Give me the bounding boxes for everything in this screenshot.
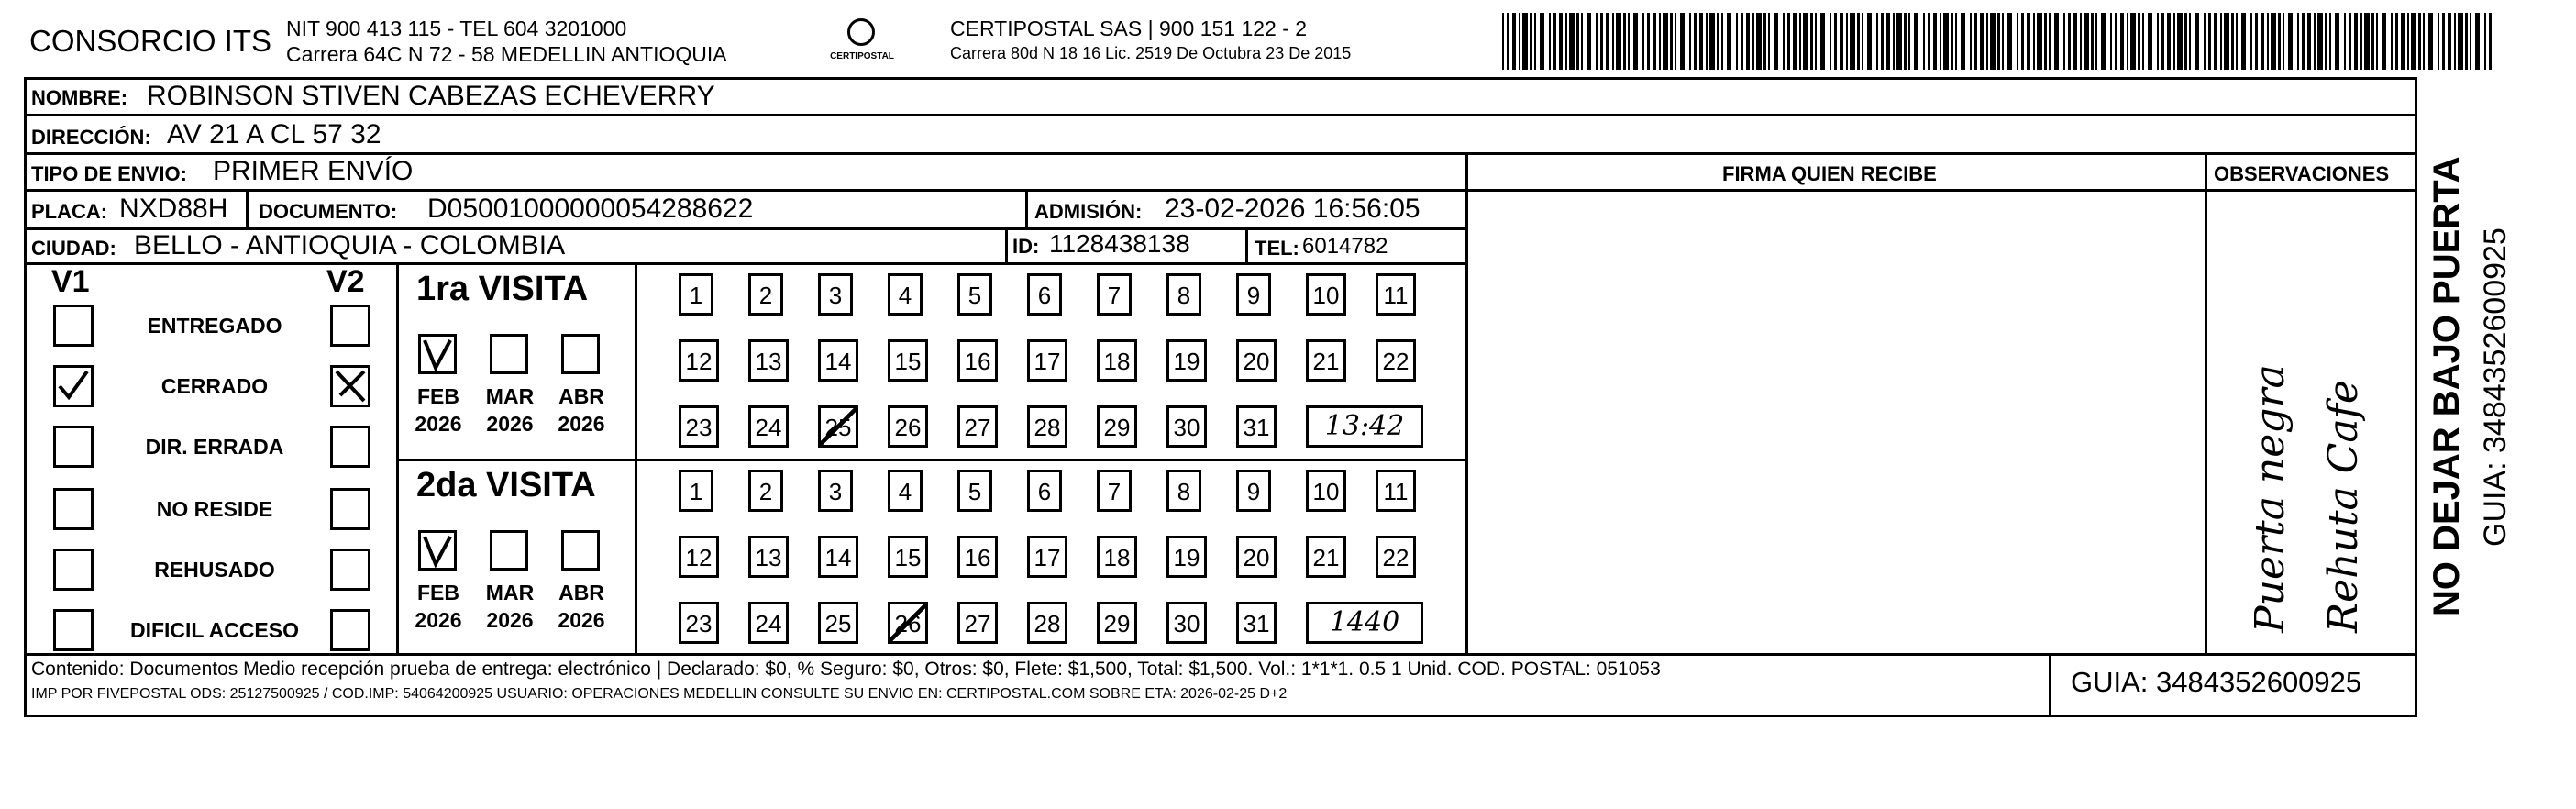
day-box[interactable]: 4: [888, 273, 923, 316]
v2-checkbox[interactable]: [330, 549, 370, 591]
day-box[interactable]: 24: [748, 405, 789, 448]
day-box[interactable]: 28: [1027, 602, 1067, 644]
v2-checkbox[interactable]: [330, 488, 370, 530]
placa-value: NXD88H: [119, 194, 228, 224]
status-label: REHUSADO: [154, 558, 275, 582]
barcode: [1502, 13, 2494, 70]
day-box[interactable]: 7: [1097, 470, 1132, 512]
day-box[interactable]: 9: [1236, 273, 1271, 316]
day-box[interactable]: 13: [748, 339, 789, 382]
day-box[interactable]: 31: [1236, 602, 1277, 644]
company-nit: NIT 900 413 115 - TEL 604 3201000: [286, 17, 627, 40]
day-box[interactable]: 8: [1166, 273, 1201, 316]
id-value: 1128438138: [1049, 229, 1190, 258]
year-label: 2026: [558, 412, 605, 436]
day-box[interactable]: 30: [1166, 405, 1207, 448]
company-name: CONSORCIO ITS: [29, 24, 272, 58]
day-box[interactable]: 25: [818, 602, 858, 644]
tel-value: 6014782: [1302, 234, 1388, 259]
day-box[interactable]: 14: [818, 339, 858, 382]
year-label: 2026: [415, 412, 462, 436]
year-label: 2026: [558, 608, 605, 632]
v2-checkbox[interactable]: [330, 426, 370, 468]
day-box[interactable]: 12: [679, 536, 719, 578]
ciudad-value: BELLO - ANTIOQUIA - COLOMBIA: [134, 230, 566, 260]
observaciones-note-2: Rehuta Cafe: [2320, 380, 2367, 633]
day-box[interactable]: 5: [957, 273, 992, 316]
day-box[interactable]: 1: [679, 273, 713, 316]
day-box[interactable]: 18: [1097, 536, 1137, 578]
day-box[interactable]: 15: [888, 536, 928, 578]
day-box[interactable]: 6: [1027, 470, 1062, 512]
day-box[interactable]: 22: [1376, 536, 1416, 578]
footer-imp: IMP POR FIVEPOSTAL ODS: 25127500925 / COD.IMP: 54064200925 USUARIO: OPERACIONES MEDELLIN CONSULTE SU ENVIO EN: CERTIPOSTAL.COM SOBRE ETA: 2026-02-25 D+2: [31, 686, 1288, 702]
day-box[interactable]: 7: [1097, 273, 1132, 316]
day-box[interactable]: 11: [1376, 470, 1416, 512]
status-label: CERRADO: [160, 374, 269, 398]
status-label: DIFICIL ACCESO: [129, 618, 299, 642]
month-label: MAR: [485, 384, 535, 408]
day-box[interactable]: 30: [1166, 602, 1207, 644]
day-box[interactable]: 4: [888, 470, 923, 512]
day-box[interactable]: 29: [1097, 602, 1137, 644]
check-mark-icon: [56, 368, 91, 404]
side-warning: NO DEJAR BAJO PUERTA: [2427, 156, 2467, 616]
day-box[interactable]: 17: [1027, 536, 1067, 578]
v2-header: V2: [326, 264, 365, 299]
barcode-icon: [1502, 13, 2494, 70]
cross-mark-icon: [333, 368, 368, 404]
month-checkbox[interactable]: [418, 530, 457, 571]
day-box[interactable]: 3: [818, 273, 853, 316]
day-box[interactable]: 23: [679, 405, 719, 448]
month-checkbox[interactable]: [418, 334, 457, 374]
v2-checkbox[interactable]: [330, 365, 370, 407]
v1-header: V1: [51, 264, 90, 299]
id-label: ID:: [1012, 235, 1040, 258]
footer-guia: GUIA: 3484352600925: [2071, 666, 2362, 698]
month-label: ABR: [558, 581, 604, 604]
year-label: 2026: [486, 608, 534, 632]
nombre-label: NOMBRE:: [31, 86, 128, 109]
day-box[interactable]: 5: [957, 470, 992, 512]
year-label: 2026: [486, 412, 534, 436]
v1-checkbox[interactable]: [53, 426, 94, 468]
day-box[interactable]: 19: [1166, 536, 1207, 578]
day-box[interactable]: 10: [1306, 273, 1346, 316]
day-box[interactable]: 27: [957, 602, 998, 644]
v1-checkbox[interactable]: [53, 549, 94, 591]
day-box[interactable]: 16: [957, 536, 998, 578]
day-box[interactable]: 10: [1306, 470, 1346, 512]
year-label: 2026: [415, 608, 462, 632]
day-box-marked[interactable]: 25: [818, 405, 858, 448]
v1-checkbox[interactable]: [53, 365, 94, 407]
day-box[interactable]: 14: [818, 536, 858, 578]
day-box[interactable]: 12: [679, 339, 719, 382]
visit-time-box[interactable]: 1440: [1306, 602, 1423, 644]
v2-checkbox[interactable]: [330, 305, 370, 347]
day-box[interactable]: 9: [1236, 470, 1271, 512]
v1-checkbox[interactable]: [53, 305, 94, 347]
day-box[interactable]: 26: [888, 405, 928, 448]
month-label: FEB: [417, 581, 459, 604]
certipostal-info: CERTIPOSTAL SAS | 900 151 122 - 2: [950, 17, 1308, 40]
day-box[interactable]: 3: [818, 470, 853, 512]
day-box[interactable]: 17: [1027, 339, 1067, 382]
month-checkbox[interactable]: [490, 334, 528, 374]
day-box[interactable]: 6: [1027, 273, 1062, 316]
observaciones-label: OBSERVACIONES: [2214, 162, 2390, 185]
visit-title: 1ra VISITA: [416, 270, 589, 308]
observaciones-note-1: Puerta negra: [2247, 364, 2294, 633]
logo-icon: [847, 18, 875, 46]
documento-label: DOCUMENTO:: [259, 200, 398, 223]
firma-label: FIRMA QUIEN RECIBE: [1722, 162, 1937, 185]
company-address: Carrera 64C N 72 - 58 MEDELLIN ANTIOQUIA: [286, 42, 727, 66]
direccion-value: AV 21 A CL 57 32: [167, 119, 381, 150]
status-label: NO RESIDE: [156, 497, 273, 521]
day-box[interactable]: 27: [957, 405, 998, 448]
day-box[interactable]: 22: [1376, 339, 1416, 382]
month-label: ABR: [558, 384, 604, 408]
status-label: ENTREGADO: [147, 314, 282, 338]
visit-time-box[interactable]: 13:42: [1306, 405, 1423, 448]
month-checkbox[interactable]: [561, 334, 600, 374]
nombre-value: ROBINSON STIVEN CABEZAS ECHEVERRY: [147, 81, 715, 111]
day-box[interactable]: 21: [1306, 536, 1346, 578]
v1-checkbox[interactable]: [53, 488, 94, 530]
documento-value: D05001000000054288622: [427, 194, 754, 224]
day-box[interactable]: 28: [1027, 405, 1067, 448]
footer-contenido: Contenido: Documentos Medio recepción prueba de entrega: electrónico | Declarado: $0, % Seguro: $0, Otros: $0, Flete: $1,500, Total: $1,500. Vol.: 1*1*1. 0.5 1 Unid. COD. POSTAL: 051053: [31, 659, 1661, 680]
month-label: FEB: [417, 384, 459, 408]
day-box[interactable]: 19: [1166, 339, 1207, 382]
logo-text: CERTIPOSTAL: [830, 51, 894, 61]
day-box[interactable]: 1: [679, 470, 713, 512]
tipo-envio-label: TIPO DE ENVIO:: [31, 162, 187, 185]
check-mark-icon: [421, 337, 454, 371]
status-label: DIR. ERRADA: [145, 435, 284, 459]
day-box-marked[interactable]: 26: [888, 602, 928, 644]
month-label: MAR: [485, 581, 535, 604]
v2-checkbox[interactable]: [330, 609, 370, 651]
admision-label: ADMISIÓN:: [1034, 200, 1143, 223]
tipo-envio-value: PRIMER ENVÍO: [213, 156, 414, 186]
day-box[interactable]: 31: [1236, 405, 1277, 448]
day-box[interactable]: 11: [1376, 273, 1416, 316]
day-box[interactable]: 23: [679, 602, 719, 644]
day-box[interactable]: 13: [748, 536, 789, 578]
side-guia: GUIA: 3484352600925: [2478, 227, 2513, 547]
direccion-label: DIRECCIÓN:: [31, 126, 151, 149]
certipostal-logo: [825, 17, 899, 68]
month-checkbox[interactable]: [490, 530, 528, 571]
day-box[interactable]: 18: [1097, 339, 1137, 382]
visit-title: 2da VISITA: [416, 466, 596, 504]
day-box[interactable]: 21: [1306, 339, 1346, 382]
certipostal-license: Carrera 80d N 18 16 Lic. 2519 De Octubra 23 De 2015: [950, 44, 1352, 62]
day-box[interactable]: 20: [1236, 536, 1277, 578]
day-box[interactable]: 16: [957, 339, 998, 382]
day-box[interactable]: 29: [1097, 405, 1137, 448]
day-box[interactable]: 8: [1166, 470, 1201, 512]
tel-label: TEL:: [1255, 237, 1299, 260]
day-box[interactable]: 2: [748, 470, 783, 512]
v1-checkbox[interactable]: [53, 609, 94, 651]
admision-value: 23-02-2026 16:56:05: [1165, 194, 1421, 224]
placa-label: PLACA:: [31, 200, 108, 223]
day-box[interactable]: 24: [748, 602, 789, 644]
day-box[interactable]: 2: [748, 273, 783, 316]
ciudad-label: CIUDAD:: [31, 237, 116, 260]
month-checkbox[interactable]: [561, 530, 600, 571]
check-mark-icon: [421, 533, 454, 568]
day-box[interactable]: 15: [888, 339, 928, 382]
day-box[interactable]: 20: [1236, 339, 1277, 382]
